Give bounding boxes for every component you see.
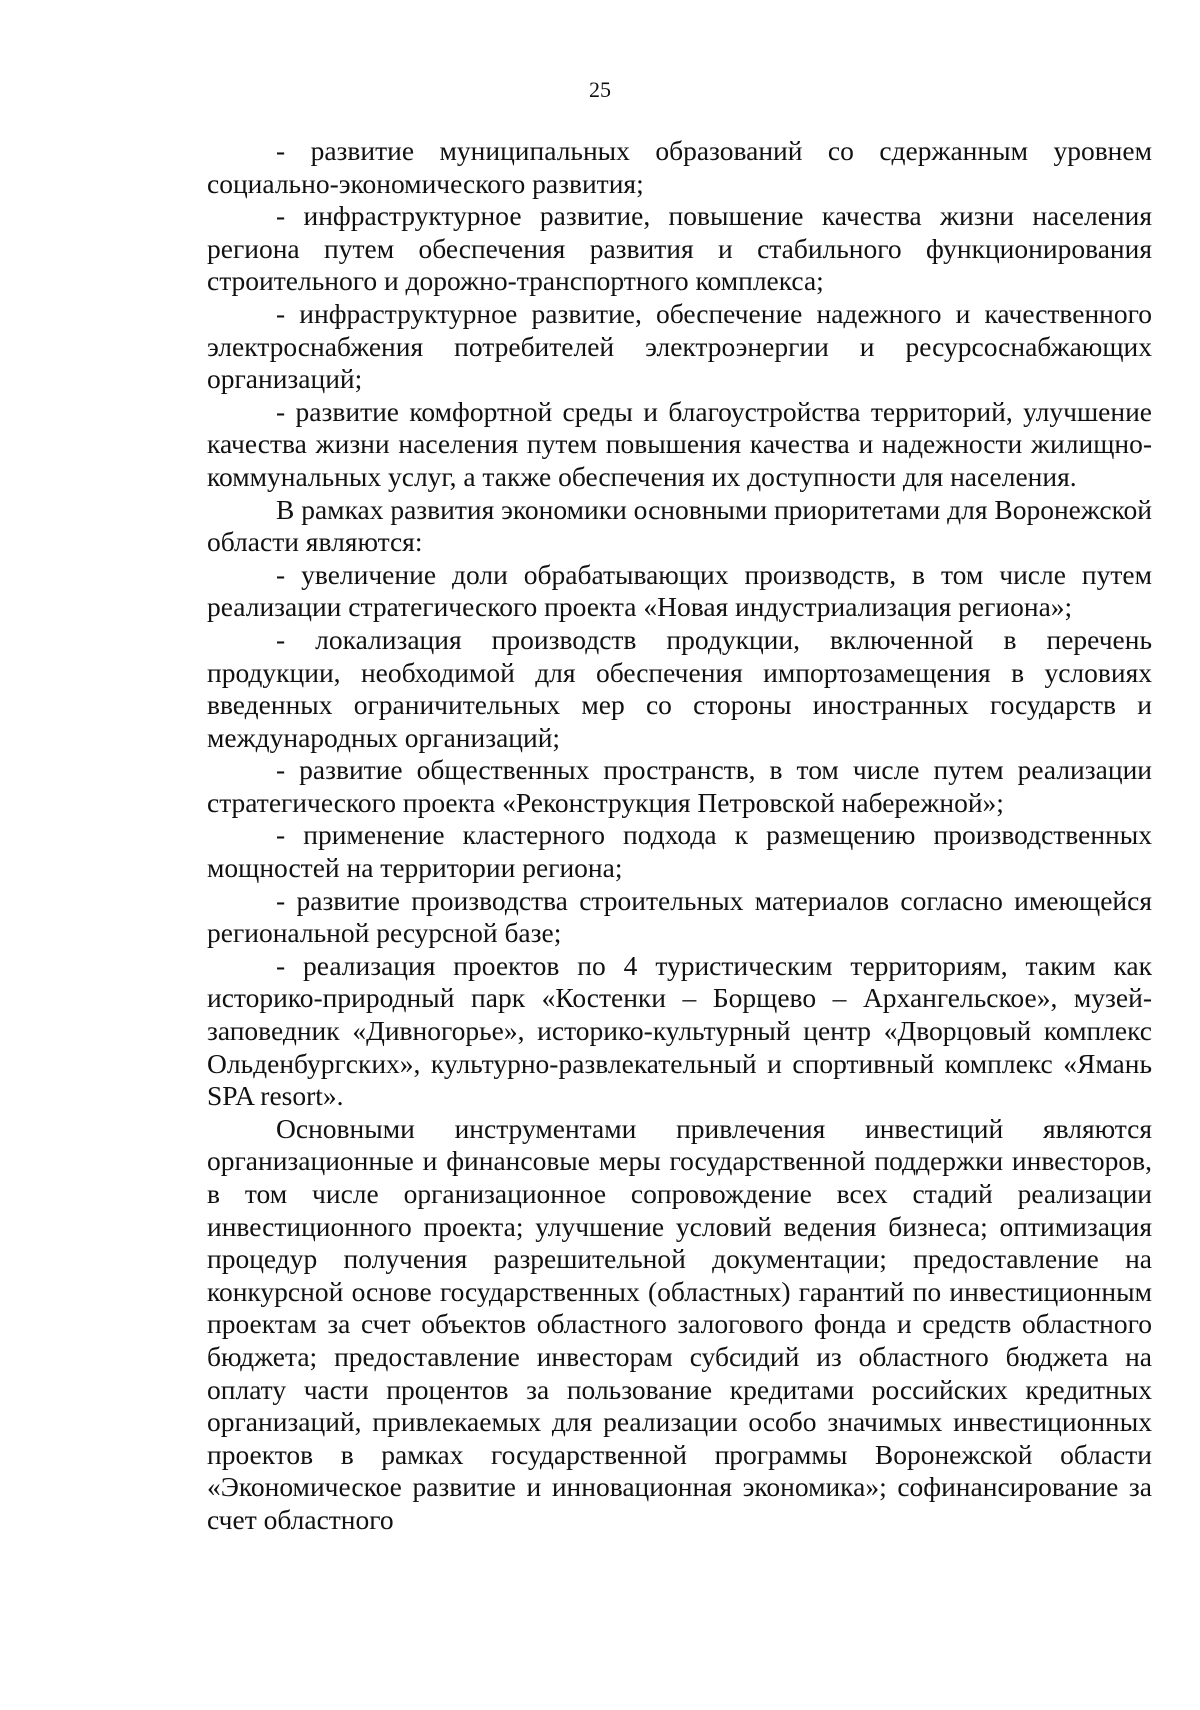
paragraph-cluster-approach: - применение кластерного подхода к размещению производственных мощностей на территории региона; xyxy=(207,819,1152,884)
paragraph-production-localization: - локализация производств продукции, включенной в перечень продукции, необходимой для обеспечения импортозамещения в условиях введенных ограничительных мер со стороны иностранных государств и международных организаций; xyxy=(207,623,1152,753)
paragraph-tourist-territories: - реализация проектов по 4 туристическим территориям, таким как историко-природный парк «Костенки – Борщево – Архангельское», музей-заповедник «Дивногорье», историко-культурный центр «Дворцовый комплекс Ольденбургских», культурно-развлекательный и спортивный комплекс «Ямань SPA resort». xyxy=(207,949,1152,1112)
paragraph-investment-instruments: Основными инструментами привлечения инвестиций являются организационные и финансовые меры государственной поддержки инвесторов, в том числе организационное сопровождение всех стадий реализации инвестиционного проекта; улучшение условий ведения бизнеса; оптимизация процедур получения разрешительной документации; предоставление на конкурсной основе государственных (областных) гарантий по инвестиционным проектам за счет объектов областного залогового фонда и средств областного бюджета; предоставление инвесторам субсидий из областного бюджета на оплату части процентов за пользование кредитами российских кредитных организаций, привлекаемых для реализации особо значимых инвестиционных проектов в рамках государственной программы Воронежской области «Экономическое развитие и инновационная экономика»; софинансирование за счет областного xyxy=(207,1112,1152,1535)
page-number: 25 xyxy=(589,77,611,102)
paragraph-infrastructure-power: - инфраструктурное развитие, обеспечение надежного и качественного электроснабжения потребителей электроэнергии и ресурсоснабжающих организаций; xyxy=(207,297,1152,395)
paragraph-manufacturing-share: - увеличение доли обрабатывающих производств, в том числе путем реализации стратегического проекта «Новая индустриализация региона»; xyxy=(207,558,1152,623)
paragraph-comfortable-environment: - развитие комфортной среды и благоустройства территорий, улучшение качества жизни населения путем повышения качества и надежности жилищно-коммунальных услуг, а также обеспечения их доступности для населения. xyxy=(207,395,1152,492)
paragraph-infrastructure-transport: - инфраструктурное развитие, повышение качества жизни населения региона путем обеспечения развития и стабильного функционирования строительного и дорожно-транспортного комплекса; xyxy=(207,200,1152,297)
paragraph-building-materials: - развитие производства строительных материалов согласно имеющейся региональной ресурсной базе; xyxy=(207,884,1152,949)
paragraph-public-spaces: - развитие общественных пространств, в том числе путем реализации стратегического проекта «Реконструкция Петровской набережной»; xyxy=(207,754,1152,818)
paragraph-municipal-development: - развитие муниципальных образований со сдержанным уровнем социально-экономического развития; xyxy=(207,135,1152,199)
body-text xyxy=(207,135,1152,1537)
paragraph-economy-priorities-intro: В рамках развития экономики основными приоритетами для Воронежской области являются: xyxy=(207,493,1153,558)
